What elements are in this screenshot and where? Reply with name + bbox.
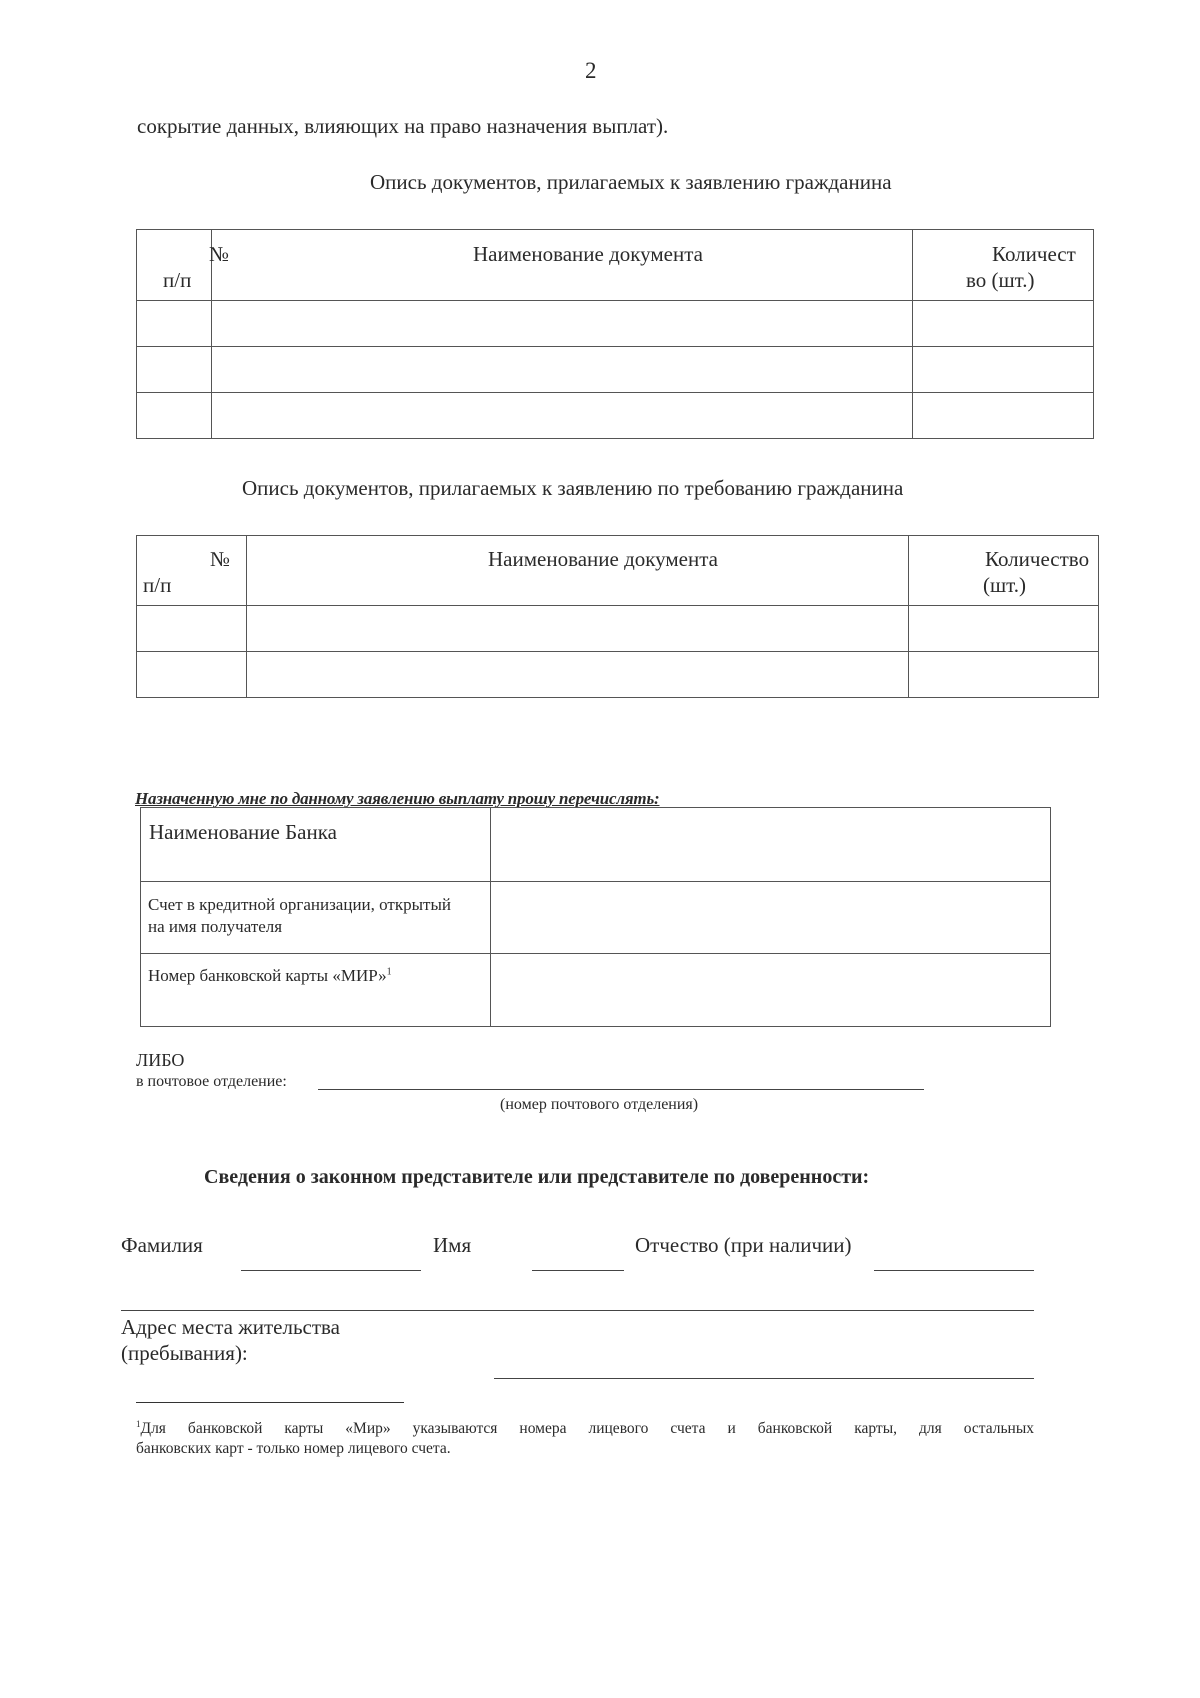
header-cell-number [137, 230, 230, 301]
account-label-cell [141, 882, 491, 954]
row-qty-cell[interactable] [909, 652, 1099, 698]
table2-title: Опись документов, прилагаемых к заявлению по требованию гражданина [242, 476, 904, 500]
footnote-mark: 1 [136, 1419, 141, 1429]
footnote-text-line1: Для банковской карты «Мир» указываются номера лицевого счета и банковской карты, для остальных [140, 1420, 1034, 1438]
row-document-cell[interactable] [247, 606, 909, 652]
row-number-cell[interactable] [137, 393, 212, 439]
page-number: 2 [585, 58, 597, 83]
card-field[interactable] [491, 954, 1051, 1027]
account-label-line1: Счет в кредитной организации, открытый [148, 895, 451, 914]
row-qty-cell[interactable] [913, 393, 1094, 439]
row-document-cell[interactable] [212, 347, 913, 393]
post-office-field[interactable] [318, 1089, 924, 1090]
representative-heading: Сведения о законном представителе или представителе по доверенности: [204, 1166, 870, 1188]
row-number-cell[interactable] [137, 606, 247, 652]
header-cell-qty [913, 230, 1094, 301]
table-row [137, 652, 1099, 698]
row-number-cell[interactable] [137, 347, 212, 393]
header-qty-line1: Количест [992, 242, 1076, 266]
card-footnote-mark: 1 [386, 966, 392, 978]
card-row [141, 954, 1051, 1027]
bank-name-field[interactable] [491, 808, 1051, 882]
footnote-line1 [136, 1414, 1034, 1439]
header-cell-name [212, 230, 913, 301]
header-qty-line2: (шт.) [983, 573, 1027, 597]
bank-heading: Назначенную мне по данному заявлению выплату прошу перечислять: [135, 789, 660, 808]
bank-name-label: Наименование Банка [149, 820, 337, 844]
header-pp: п/п [143, 573, 172, 597]
address-label-line2: (пребывания): [121, 1341, 248, 1365]
footnote-rule [136, 1402, 404, 1403]
footnote [136, 1414, 1034, 1459]
documents-table [136, 229, 1094, 439]
table-row [137, 606, 1099, 652]
requested-documents-table [136, 535, 1099, 698]
header-qty-line1: Количество [985, 547, 1090, 571]
bank-details-table [140, 807, 1051, 1027]
patronymic-field[interactable] [874, 1270, 1034, 1271]
row-document-cell[interactable] [212, 393, 913, 439]
surname-field[interactable] [241, 1270, 421, 1271]
account-row [141, 882, 1051, 954]
header-cell-name [247, 536, 909, 606]
row-qty-cell[interactable] [909, 606, 1099, 652]
row-document-cell[interactable] [247, 652, 909, 698]
row-qty-cell[interactable] [913, 347, 1094, 393]
separator-line [121, 1310, 1034, 1311]
first-name-field[interactable] [532, 1270, 624, 1271]
footnote-text-line2: банковских карт - только номер лицевого счета. [136, 1440, 451, 1458]
header-pp: п/п [163, 268, 192, 292]
first-name-label: Имя [433, 1233, 472, 1257]
card-label [148, 966, 392, 986]
row-qty-cell[interactable] [913, 301, 1094, 347]
row-number-cell[interactable] [137, 301, 212, 347]
bank-name-row [141, 808, 1051, 882]
header-document-name: Наименование документа [473, 242, 703, 266]
header-cell-number [137, 536, 247, 606]
header-number-sign: № [210, 547, 231, 571]
table1-title: Опись документов, прилагаемых к заявлению гражданина [370, 170, 892, 194]
surname-label: Фамилия [121, 1233, 203, 1257]
card-label-cell [141, 954, 491, 1027]
table-row [137, 347, 1094, 393]
intro-text: сокрытие данных, влияющих на право назначения выплат). [137, 114, 669, 138]
post-office-label: в почтовое отделение: [136, 1073, 287, 1090]
address-field[interactable] [494, 1378, 1034, 1379]
header-cell-qty [909, 536, 1099, 606]
table-row [137, 301, 1094, 347]
row-document-cell[interactable] [212, 301, 913, 347]
table-header-row [137, 230, 1094, 301]
account-field[interactable] [491, 882, 1051, 954]
table-header-row [137, 536, 1099, 606]
post-office-hint: (номер почтового отделения) [500, 1096, 699, 1113]
header-document-name: Наименование документа [488, 547, 718, 571]
table-row [137, 393, 1094, 439]
row-number-cell[interactable] [137, 652, 247, 698]
bank-name-label-cell [141, 808, 491, 882]
card-label-text: Номер банковской карты «МИР» [148, 966, 387, 985]
header-qty-line2: во (шт.) [966, 268, 1035, 292]
header-number-sign: № [209, 242, 230, 266]
account-label-line2: на имя получателя [148, 917, 283, 936]
patronymic-label: Отчество (при наличии) [635, 1233, 852, 1257]
or-label: ЛИБО [136, 1050, 185, 1070]
address-label-line1: Адрес места жительства [121, 1315, 340, 1339]
